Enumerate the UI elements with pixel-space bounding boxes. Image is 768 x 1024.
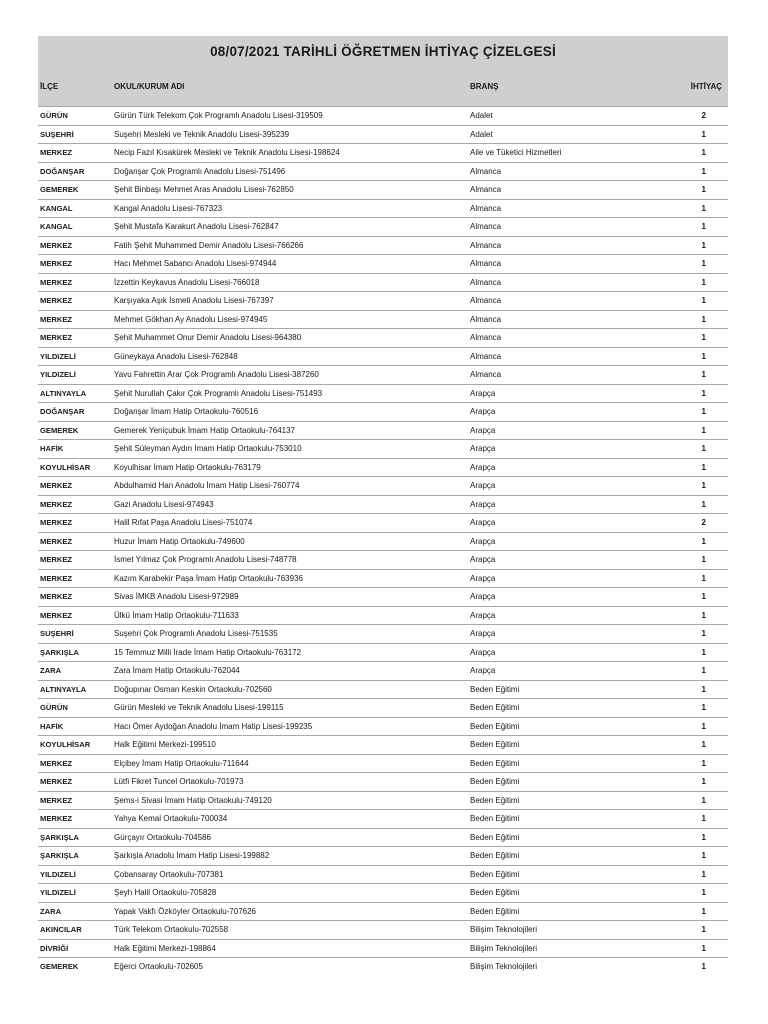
cell-okul: Yahya Kemal Ortaokulu-700034 (114, 814, 228, 823)
cell-ihtiyac: 1 (701, 555, 706, 564)
table-row (38, 902, 728, 921)
cell-ihtiyac: 1 (701, 185, 706, 194)
table-row (38, 291, 728, 310)
page-title: 08/07/2021 TARİHLİ ÖĞRETMEN İHTİYAÇ ÇİZELGESİ (210, 44, 556, 59)
table-row (38, 310, 728, 329)
cell-ilce: MERKEZ (40, 814, 73, 823)
cell-ilce: KOYULHİSAR (40, 462, 91, 472)
cell-okul: Yavu Fahrettin Arar Çok Programlı Anadolu Lisesi-387260 (114, 370, 319, 379)
table-row (38, 143, 728, 162)
cell-okul: Karşıyaka Aşık İsmeti Anadolu Lisesi-767397 (114, 296, 274, 305)
cell-brans: Arapça (470, 629, 496, 638)
cell-okul: Şehit Nurullah Çakır Çok Programlı Anadolu Lisesi-751493 (114, 388, 323, 398)
cell-ihtiyac: 1 (701, 259, 706, 268)
cell-ihtiyac: 1 (701, 573, 706, 583)
table-row (38, 458, 728, 477)
cell-brans: Beden Eğitimi (470, 777, 520, 786)
cell-okul: Kangal Anadolu Lisesi-767323 (114, 203, 223, 213)
table-row (38, 920, 728, 939)
table-row (38, 643, 728, 662)
cell-okul: Suşehri Mesleki ve Teknik Anadolu Lisesi-395239 (114, 129, 290, 139)
column-header-ilce: İLÇE (40, 82, 59, 91)
table-row (38, 587, 728, 606)
cell-brans: Arapça (470, 518, 496, 527)
cell-okul: Halk Eğitimi Merkezi-198864 (114, 943, 216, 953)
table-row (38, 402, 728, 421)
cell-ihtiyac: 1 (701, 629, 706, 638)
cell-ihtiyac: 1 (701, 222, 706, 231)
cell-okul: Gürün Mesleki ve Teknik Anadolu Lisesi-199115 (114, 703, 284, 712)
cell-ilce: SUŞEHRİ (40, 629, 74, 638)
cell-brans: Beden Eğitimi (470, 814, 520, 823)
cell-brans: Beden Eğitimi (470, 758, 520, 768)
table-row (38, 661, 728, 680)
cell-ilce: DOĞANŞAR (40, 407, 85, 416)
cell-ilce: YILDIZELİ (40, 370, 76, 379)
cell-brans: Beden Eğitimi (470, 851, 520, 860)
cell-ilce: KANGAL (40, 203, 73, 213)
table-row (38, 328, 728, 347)
cell-okul: Halil Rıfat Paşa Anadolu Lisesi-751074 (114, 518, 253, 527)
table-row (38, 957, 728, 976)
cell-brans: Arapça (470, 647, 496, 657)
cell-brans: Almanca (470, 240, 502, 250)
cell-brans: Almanca (470, 296, 502, 305)
cell-ilce: KOYULHİSAR (40, 740, 91, 749)
cell-okul: Kazım Karabekir Paşa İmam Hatip Ortaokulu-763936 (114, 573, 303, 583)
cell-ilce: MERKEZ (40, 481, 73, 490)
cell-ihtiyac: 1 (701, 296, 706, 305)
cell-ilce: MERKEZ (40, 536, 73, 546)
table-row (38, 421, 728, 440)
cell-okul: Halk Eğitimi Merkezi-199510 (114, 740, 216, 749)
cell-ihtiyac: 1 (701, 925, 706, 934)
cell-ilce: MERKEZ (40, 758, 73, 768)
cell-okul: Ülkü İmam Hatip Ortaokulu-711633 (114, 610, 239, 620)
cell-brans: Arapça (470, 425, 496, 435)
cell-ilce: YILDIZELİ (40, 869, 76, 879)
cell-ihtiyac: 1 (701, 647, 706, 657)
cell-brans: Arapça (470, 610, 496, 620)
cell-ihtiyac: 1 (701, 851, 706, 860)
cell-brans: Almanca (470, 259, 502, 268)
cell-ilce: MERKEZ (40, 795, 73, 805)
cell-brans: Almanca (470, 222, 502, 231)
table-row (38, 125, 728, 144)
table-row (38, 254, 728, 273)
cell-okul: Şems-i Sivasi İmam Hatip Ortaokulu-749120 (114, 795, 272, 805)
cell-ilce: ZARA (40, 666, 62, 675)
cell-brans: Bilişim Teknolojileri (470, 925, 537, 934)
table-header (38, 36, 728, 106)
table-row (38, 846, 728, 865)
table-row (38, 236, 728, 255)
cell-brans: Arapça (470, 481, 496, 490)
cell-ihtiyac: 1 (701, 832, 706, 842)
cell-okul: 15 Temmuz Milli İrade İmam Hatip Ortaokulu-763172 (114, 647, 302, 657)
cell-ilce: DİVRİĞİ (40, 943, 69, 953)
cell-okul: Fatih Şehit Muhammed Demir Anadolu Lisesi-766266 (114, 240, 304, 250)
cell-brans: Arapça (470, 407, 496, 416)
table-row (38, 828, 728, 847)
table-row (38, 199, 728, 218)
cell-ilce: YILDIZELİ (40, 888, 76, 897)
cell-ihtiyac: 1 (701, 277, 706, 287)
cell-ilce: SUŞEHRİ (40, 129, 74, 139)
table-row (38, 347, 728, 366)
cell-ihtiyac: 1 (701, 166, 706, 176)
cell-brans: Almanca (470, 203, 502, 213)
cell-ilce: ŞARKIŞLA (40, 851, 79, 860)
cell-ilce: MERKEZ (40, 499, 73, 509)
cell-brans: Adalet (470, 129, 493, 139)
cell-ilce: ALTINYAYLA (40, 684, 87, 694)
cell-okul: Mehmet Gökhan Ay Anadolu Lisesi-974945 (114, 314, 268, 324)
cell-okul: İzzettin Keykavus Anadolu Lisesi-766018 (114, 277, 260, 287)
cell-ihtiyac: 1 (701, 592, 706, 601)
cell-brans: Almanca (470, 185, 502, 194)
cell-brans: Arapça (470, 666, 496, 675)
cell-brans: Beden Eğitimi (470, 740, 520, 749)
table-row (38, 532, 728, 551)
cell-ihtiyac: 1 (701, 314, 706, 324)
table-row (38, 735, 728, 754)
cell-ihtiyac: 1 (701, 425, 706, 435)
cell-ihtiyac: 1 (701, 407, 706, 416)
cell-ilce: AKINCILAR (40, 925, 82, 934)
table-row (38, 495, 728, 514)
cell-ilce: ZARA (40, 906, 62, 916)
cell-brans: Almanca (470, 351, 502, 361)
cell-ilce: MERKEZ (40, 277, 73, 287)
cell-ilce: MERKEZ (40, 148, 73, 157)
cell-ihtiyac: 1 (701, 148, 706, 157)
cell-brans: Bilişim Teknolojileri (470, 962, 537, 971)
cell-okul: Doğanşar İmam Hatip Ortaokulu-760516 (114, 407, 259, 416)
column-headers (38, 82, 728, 96)
cell-brans: Almanca (470, 314, 502, 324)
cell-okul: Doğanşar Çok Programlı Anadolu Lisesi-751496 (114, 166, 286, 176)
cell-ilce: ŞARKIŞLA (40, 832, 79, 842)
cell-brans: Beden Eğitimi (470, 703, 520, 712)
cell-brans: Bilişim Teknolojileri (470, 943, 537, 953)
table-row (38, 717, 728, 736)
cell-ihtiyac: 1 (701, 444, 706, 453)
cell-brans: Beden Eğitimi (470, 888, 520, 897)
cell-okul: Huzur İmam Hatip Ortaokulu-749600 (114, 536, 245, 546)
cell-brans: Arapça (470, 592, 496, 601)
cell-ihtiyac: 1 (701, 795, 706, 805)
cell-ilce: MERKEZ (40, 259, 73, 268)
cell-ihtiyac: 1 (701, 610, 706, 620)
cell-ilce: MERKEZ (40, 240, 73, 250)
cell-brans: Almanca (470, 333, 502, 342)
table-row (38, 439, 728, 458)
cell-brans: Adalet (470, 111, 493, 120)
cell-okul: Güneykaya Anadolu Lisesi-762848 (114, 351, 238, 361)
table-row (38, 569, 728, 588)
cell-okul: Çobansaray Ortaokulu-707381 (114, 869, 224, 879)
cell-ihtiyac: 1 (701, 203, 706, 213)
cell-brans: Beden Eğitimi (470, 721, 520, 731)
cell-okul: Eğerci Ortaokulu-702605 (114, 962, 203, 971)
cell-okul: Gazi Anadolu Lisesi-974943 (114, 499, 214, 509)
cell-ilce: MERKEZ (40, 555, 73, 564)
cell-ihtiyac: 1 (701, 758, 706, 768)
cell-ilce: GEMEREK (40, 185, 79, 194)
cell-ilce: ALTINYAYLA (40, 388, 87, 398)
document-sheet (38, 36, 728, 971)
column-header-okul: OKUL/KURUM ADI (114, 82, 185, 91)
cell-ilce: MERKEZ (40, 777, 73, 786)
cell-okul: Şehit Süleyman Aydın İmam Hatip Ortaokulu-753010 (114, 444, 302, 453)
table-row (38, 772, 728, 791)
cell-ihtiyac: 1 (701, 943, 706, 953)
cell-brans: Arapça (470, 388, 496, 398)
cell-ihtiyac: 1 (701, 370, 706, 379)
table-row (38, 273, 728, 292)
table-row (38, 754, 728, 773)
table-row (38, 162, 728, 181)
cell-ihtiyac: 1 (701, 740, 706, 749)
cell-okul: Necip Fazıl Kısakürek Mesleki ve Teknik Anadolu Lisesi-198624 (114, 148, 340, 157)
cell-brans: Beden Eğitimi (470, 906, 520, 916)
cell-okul: Türk Telekom Ortaokulu-702558 (114, 925, 229, 934)
cell-okul: Suşehri Çok Programlı Anadolu Lisesi-751535 (114, 629, 278, 638)
cell-okul: Lütfi Fikret Tuncel Ortaokulu-701973 (114, 777, 244, 786)
cell-ilce: MERKEZ (40, 573, 73, 583)
cell-ilce: GEMEREK (40, 962, 79, 971)
cell-okul: Hacı Ömer Aydoğan Anadolu İmam Hatip Lisesi-199235 (114, 721, 313, 731)
cell-ihtiyac: 1 (701, 499, 706, 509)
cell-okul: Şehit Mustafa Karakurt Anadolu Lisesi-762847 (114, 222, 279, 231)
cell-okul: Koyulhisar İmam Hatip Ortaokulu-763179 (114, 462, 261, 472)
cell-ilce: KANGAL (40, 222, 73, 231)
table-row (38, 180, 728, 199)
cell-brans: Arapça (470, 573, 496, 583)
cell-ilce: GÜRÜN (40, 111, 68, 120)
cell-brans: Arapça (470, 555, 496, 564)
cell-ilce: MERKEZ (40, 610, 73, 620)
cell-ilce: MERKEZ (40, 333, 73, 342)
cell-ihtiyac: 1 (701, 666, 706, 675)
table-row (38, 106, 728, 125)
cell-ilce: MERKEZ (40, 314, 73, 324)
cell-okul: İsmet Yılmaz Çok Programlı Anadolu Lisesi-748778 (114, 555, 297, 564)
table-row (38, 791, 728, 810)
table-row (38, 624, 728, 643)
cell-okul: Gürün Türk Telekom Çok Programlı Anadolu Lisesi-319509 (114, 111, 323, 120)
cell-ihtiyac: 1 (701, 814, 706, 823)
cell-ilce: HAFİK (40, 444, 64, 453)
cell-ilce: GÜRÜN (40, 703, 68, 712)
cell-ilce: HAFİK (40, 721, 64, 731)
table-row (38, 513, 728, 532)
column-header-ihtiyac: İHTİYAÇ (690, 82, 722, 91)
table-row (38, 939, 728, 958)
cell-ihtiyac: 1 (701, 333, 706, 342)
cell-ilce: MERKEZ (40, 518, 73, 527)
cell-brans: Almanca (470, 277, 502, 287)
cell-ihtiyac: 1 (701, 684, 706, 694)
cell-ihtiyac: 2 (701, 111, 706, 120)
cell-ihtiyac: 2 (701, 518, 706, 527)
table-row (38, 865, 728, 884)
cell-ihtiyac: 1 (701, 869, 706, 879)
table-row (38, 606, 728, 625)
cell-ihtiyac: 1 (701, 351, 706, 361)
cell-okul: Zara İmam Hatip Ortaokulu-762044 (114, 666, 240, 675)
cell-ihtiyac: 1 (701, 129, 706, 139)
table-row (38, 476, 728, 495)
cell-brans: Arapça (470, 499, 496, 509)
cell-okul: Sivas İMKB Anadolu Lisesi-972989 (114, 592, 239, 601)
cell-okul: Gemerek Yeniçubuk İmam Hatip Ortaokulu-764137 (114, 425, 295, 435)
cell-ihtiyac: 1 (701, 888, 706, 897)
cell-ilce: MERKEZ (40, 296, 73, 305)
cell-ihtiyac: 1 (701, 388, 706, 398)
cell-okul: Şehit Muhammet Onur Demir Anadolu Lisesi-964380 (114, 333, 302, 342)
cell-ihtiyac: 1 (701, 721, 706, 731)
table-row (38, 365, 728, 384)
cell-brans: Beden Eğitimi (470, 684, 520, 694)
table-row (38, 883, 728, 902)
cell-okul: Hacı Mehmet Sabancı Anadolu Lisesi-974944 (114, 259, 277, 268)
table-row (38, 217, 728, 236)
cell-okul: Yapak Vakfı Özköyler Ortaokulu-707626 (114, 906, 256, 916)
cell-ihtiyac: 1 (701, 536, 706, 546)
cell-ihtiyac: 1 (701, 906, 706, 916)
cell-okul: Abdulhamid Han Anadolu İmam Hatip Lisesi-760774 (114, 481, 300, 490)
cell-okul: Doğupınar Osman Keskin Ortaokulu-702560 (114, 684, 272, 694)
table-row (38, 680, 728, 699)
cell-ilce: ŞARKIŞLA (40, 647, 79, 657)
cell-okul: Şehit Binbaşı Mehmet Aras Anadolu Lisesi-762850 (114, 185, 294, 194)
cell-brans: Almanca (470, 370, 502, 379)
cell-brans: Almanca (470, 166, 502, 176)
cell-ihtiyac: 1 (701, 703, 706, 712)
cell-ihtiyac: 1 (701, 962, 706, 971)
cell-brans: Beden Eğitimi (470, 832, 520, 842)
cell-okul: Şeyh Halil Ortaokulu-705828 (114, 888, 217, 897)
cell-brans: Beden Eğitimi (470, 795, 520, 805)
cell-okul: Şarkışla Anadolu İmam Hatip Lisesi-199882 (114, 851, 270, 860)
cell-ilce: DOĞANŞAR (40, 166, 85, 176)
cell-brans: Arapça (470, 444, 496, 453)
table-row (38, 550, 728, 569)
cell-ihtiyac: 1 (701, 777, 706, 786)
cell-ilce: MERKEZ (40, 592, 73, 601)
cell-ihtiyac: 1 (701, 462, 706, 472)
cell-brans: Beden Eğitimi (470, 869, 520, 879)
column-header-brans: BRANŞ (470, 82, 499, 91)
table-row (38, 698, 728, 717)
cell-okul: Elçibey İmam Hatip Ortaokulu-711644 (114, 758, 249, 768)
cell-ihtiyac: 1 (701, 240, 706, 250)
cell-brans: Arapça (470, 536, 496, 546)
table-body (38, 106, 728, 976)
table-row (38, 809, 728, 828)
table-row (38, 384, 728, 403)
cell-ilce: YILDIZELİ (40, 351, 76, 361)
cell-brans: Arapça (470, 462, 496, 472)
cell-okul: Gürçayır Ortaokulu-704586 (114, 832, 211, 842)
cell-ilce: GEMEREK (40, 425, 79, 435)
cell-brans: Aile ve Tüketici Hizmetleri (470, 148, 562, 157)
cell-ihtiyac: 1 (701, 481, 706, 490)
